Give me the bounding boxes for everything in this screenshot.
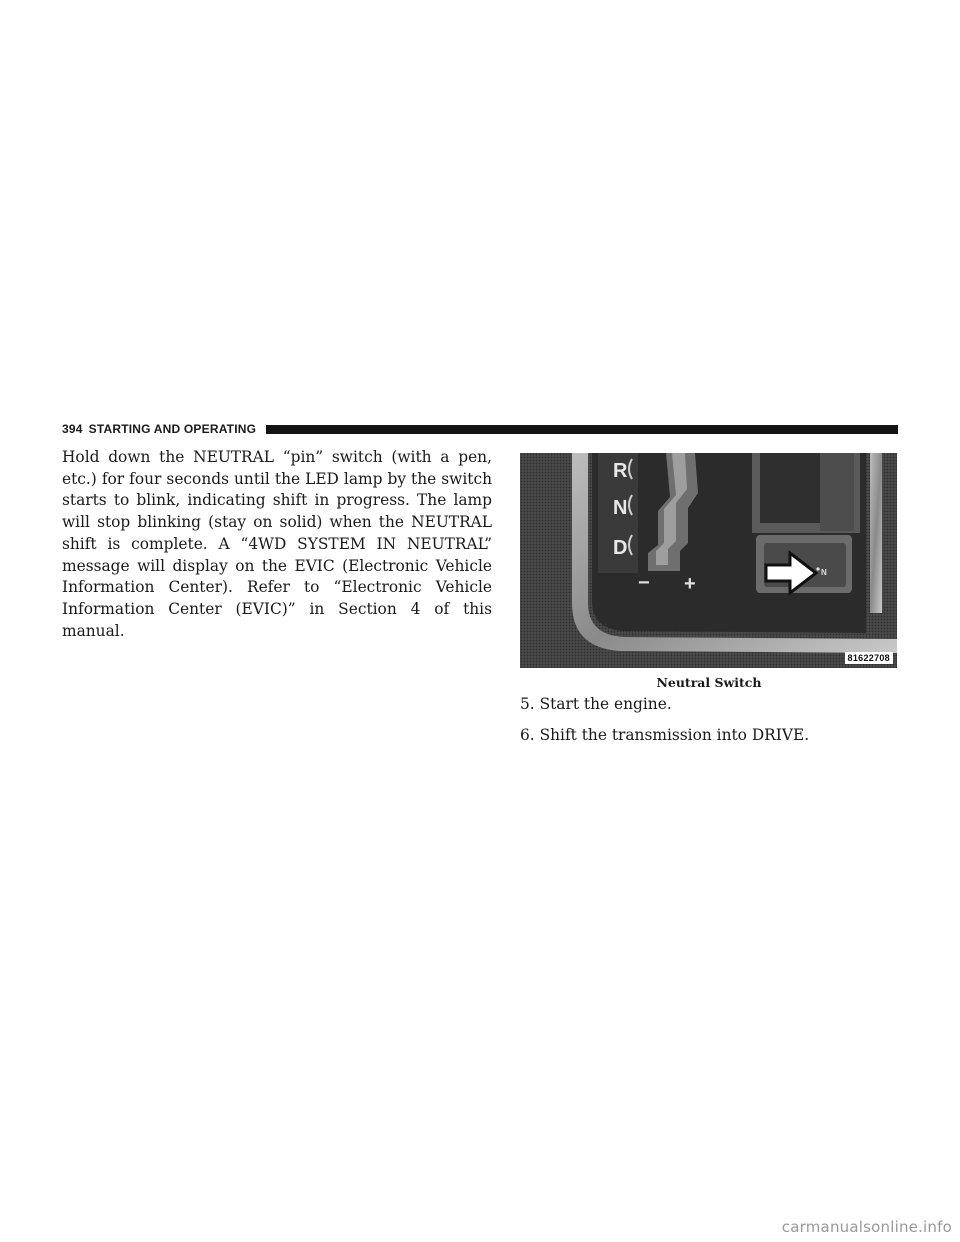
step-start-engine: 5. Start the engine. bbox=[520, 695, 672, 713]
section-title: STARTING AND OPERATING bbox=[88, 422, 257, 436]
gear-label-r: R bbox=[613, 460, 628, 482]
shifter-illustration bbox=[520, 453, 897, 668]
step-shift-drive: 6. Shift the transmission into DRIVE. bbox=[520, 725, 810, 744]
left-column bbox=[62, 447, 492, 642]
header-rule bbox=[266, 425, 898, 434]
figure-id: 81622708 bbox=[845, 652, 893, 664]
instruction-paragraph: Hold down the NEUTRAL “pin” switch (with a pen, etc.) for four seconds until the LED lamp by the switch starts to blink, indicating shift in progress. The lamp will stop blinking (stay on solid) when the NEUTRAL shift is complete. A “4WD SYSTEM IN NEUTRAL” message will display on the EVIC (Electronic Vehicle Information Center). Refer to “Electronic Vehicle Information Center (EVIC)” in Section 4 of this manual. bbox=[62, 448, 492, 640]
gear-label-n: N bbox=[613, 497, 628, 519]
plus-label: + bbox=[684, 573, 696, 595]
gear-label-d: D bbox=[613, 537, 628, 559]
switch-n-label: N bbox=[821, 568, 827, 577]
minus-label: − bbox=[638, 572, 650, 594]
right-column bbox=[520, 453, 898, 746]
neutral-pin-switch bbox=[816, 567, 819, 570]
page-header bbox=[62, 420, 898, 438]
bezel-right bbox=[870, 453, 882, 613]
footer-watermark: carmanualsonline.info bbox=[781, 1218, 952, 1236]
page-number: 394 bbox=[62, 422, 83, 436]
figure-caption: Neutral Switch bbox=[656, 675, 762, 690]
neutral-switch-figure bbox=[520, 453, 897, 668]
